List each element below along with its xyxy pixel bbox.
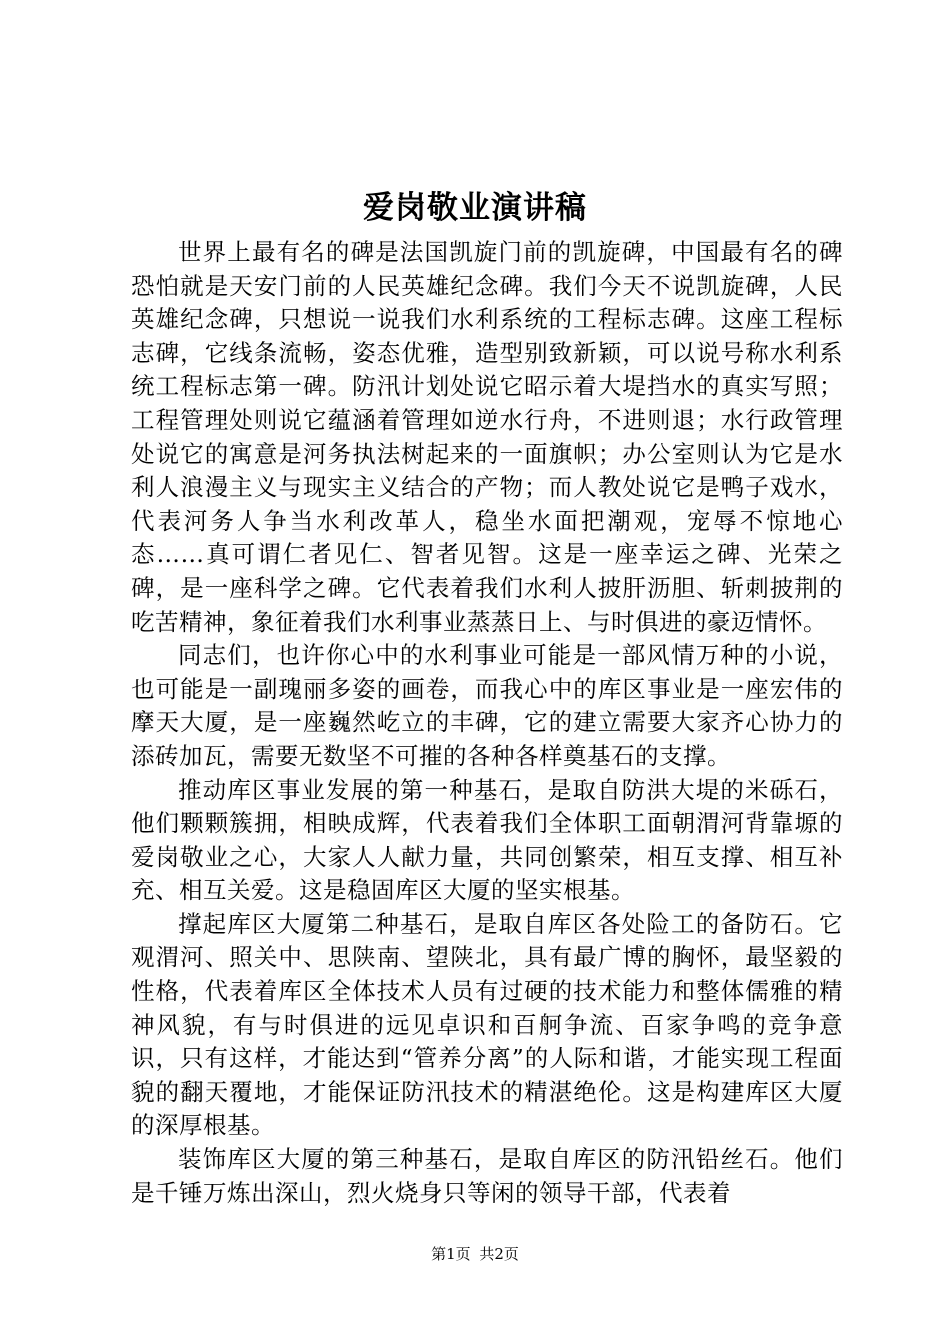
paragraph: 撑起库区大厦第二种基石，是取自库区各处险工的备防石。它观渭河、照关中、思陕南、望陕北，具有最广博的胸怀，最坚毅的性格，代表着库区全体技术人员有过硬的技术能力和整体儒雅的精神风貌，有与时俱进的远见卓识和百舸争流、百家争鸣的竞争意识，只有这样，才能达到“管养分离”的人际和谐，才能实现工程面貌的翻天覆地，才能保证防汛技术的精湛绝伦。这是构建库区大厦的深厚根基。 bbox=[131, 909, 843, 1140]
paragraph: 世界上最有名的碑是法国凯旋门前的凯旋碑，中国最有名的碑恐怕就是天安门前的人民英雄纪念碑。我们今天不说凯旋碑，人民英雄纪念碑，只想说一说我们水利系统的工程标志碑。这座工程标志碑，它线条流畅，姿态优雅，造型别致新颖，可以说号称水利系统工程标志第一碑。防汛计划处说它昭示着大堤挡水的真实写照；工程管理处则说它蕴涵着管理如逆水行舟，不进则退；水行政管理处说它的寓意是河务执法树起来的一面旗帜；办公室则认为它是水利人浪漫主义与现实主义结合的产物；而人教处说它是鸭子戏水，代表河务人争当水利改革人，稳坐水面把潮观，宠辱不惊地心态……真可谓仁者见仁、智者见智。这是一座幸运之碑、光荣之碑，是一座科学之碑。它代表着我们水利人披肝沥胆、斩刺披荆的吃苦精神，象征着我们水利事业蒸蒸日上、与时俱进的豪迈情怀。 bbox=[131, 238, 843, 636]
paragraph: 同志们，也许你心中的水利事业可能是一部风情万种的小说，也可能是一副瑰丽多姿的画卷，而我心中的库区事业是一座宏伟的摩天大厦，是一座巍然屹立的丰碑，它的建立需要大家齐心协力的添砖加瓦，需要无数坚不可摧的各种各样奠基石的支撑。 bbox=[131, 641, 843, 770]
page-number: 第1页 bbox=[431, 1245, 471, 1263]
document-body bbox=[131, 236, 843, 1210]
paragraph: 装饰库区大厦的第三种基石，是取自库区的防汛铅丝石。他们是千锤万炼出深山，烈火烧身只等闲的领导干部，代表着 bbox=[131, 1145, 843, 1207]
page-footer bbox=[0, 1243, 950, 1265]
page-total: 共2页 bbox=[479, 1245, 519, 1263]
document-title: 爱岗敬业演讲稿 bbox=[363, 190, 587, 226]
paragraph: 推动库区事业发展的第一种基石，是取自防洪大堤的米砾石，他们颗颗簇拥，相映成辉，代表着我们全体职工面朝渭河背靠塬的爱岗敬业之心，大家人人献力量，共同创繁荣，相互支撑、相互补充、相互关爱。这是稳固库区大厦的坚实根基。 bbox=[131, 775, 843, 905]
